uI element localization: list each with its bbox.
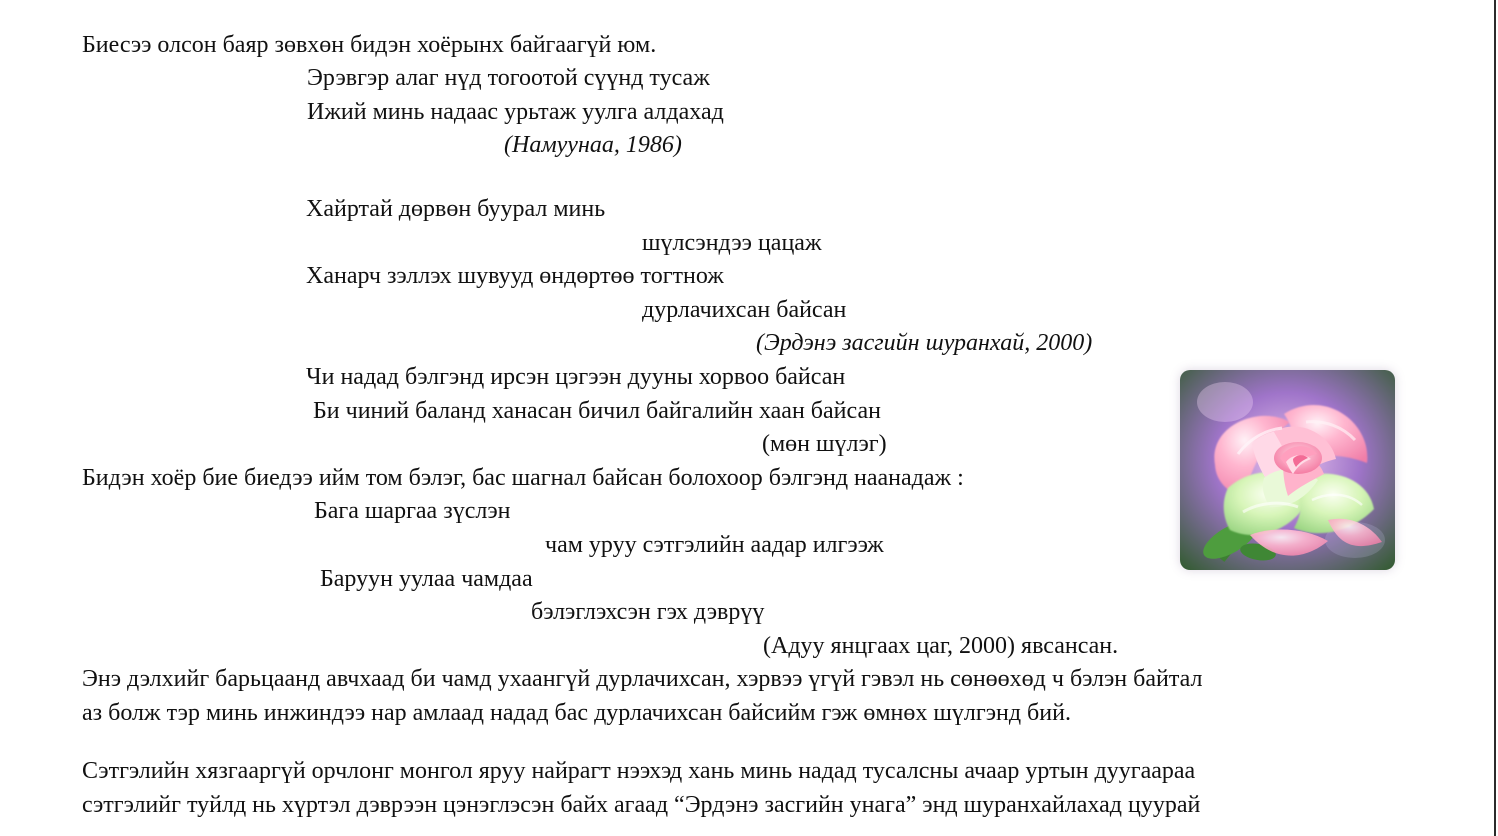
poem-line-11: Баруун уулаа чамдаа xyxy=(320,566,533,592)
poem-line-12: бэлэглэхсэн гэх дэврүү xyxy=(531,599,765,625)
poem-line-1: Эрэвгэр алаг нүд тогоотой сүүнд тусаж xyxy=(307,65,710,91)
poem-line-7: Чи надад бэлгэнд ирсэн цэгээн дууны хорвоо байсан xyxy=(306,364,846,390)
poem-line-4: шүлсэндээ цацаж xyxy=(642,230,822,256)
page-right-edge xyxy=(1494,0,1496,836)
prose-line-1: Биесээ олсон баяр зөвхөн бидэн хоёрынх байгаагүй юм. xyxy=(82,32,657,58)
prose-line-5: Сэтгэлийн хязгааргүй орчлонг монгол яруу найрагт нээхэд хань минь надад тусалсны ачаар уртын дуугаараа xyxy=(82,758,1196,784)
citation-1: (Намуунаа, 1986) xyxy=(504,132,682,158)
poem-line-10: чам уруу сэтгэлийн аадар илгээж xyxy=(545,532,884,558)
poem-line-5: Ханарч зэллэх шувууд өндөртөө тогтнож xyxy=(306,263,724,289)
pink-rose-icon xyxy=(1180,370,1395,570)
pink-rose-image xyxy=(1180,370,1395,570)
poem-line-2: Ижий минь надаас урьтаж уулга алдахад xyxy=(307,99,724,125)
prose-line-6: сэтгэлийг туйлд нь хүртэл дэврээн цэнэглэсэн байх агаад “Эрдэнэ засгийн унага” энд шуранхайлахад цуурай xyxy=(82,792,1201,818)
citation-2: (Эрдэнэ засгийн шуранхай, 2000) xyxy=(756,330,1093,356)
prose-line-2: Бидэн хоёр бие биедээ ийм том бэлэг, бас шагнал байсан болохоор бэлгэнд наанадаж : xyxy=(82,465,964,491)
poem-line-3: Хайртай дөрвөн буурал минь xyxy=(306,196,606,222)
prose-line-4: аз болж тэр минь инжиндээ нар амлаад надад бас дурлачихсан байсийм гэж өмнөх шүлгэнд бий. xyxy=(82,700,1071,726)
citation-4: (Адуу янцгаах цаг, 2000) явсансан. xyxy=(763,633,1119,659)
prose-line-3: Энэ дэлхийг барьцаанд авчхаад би чамд ухаангүй дурлачихсан, хэрвээ үгүй гэвэл нь сөнөөхөд ч бэлэн байтал xyxy=(82,666,1203,692)
citation-3: (мөн шүлэг) xyxy=(762,431,887,457)
poem-line-8: Би чиний баланд ханасан бичил байгалийн хаан байсан xyxy=(313,398,881,424)
poem-line-9: Бага шаргаа зүслэн xyxy=(314,498,511,524)
poem-line-6: дурлачихсан байсан xyxy=(642,297,847,323)
